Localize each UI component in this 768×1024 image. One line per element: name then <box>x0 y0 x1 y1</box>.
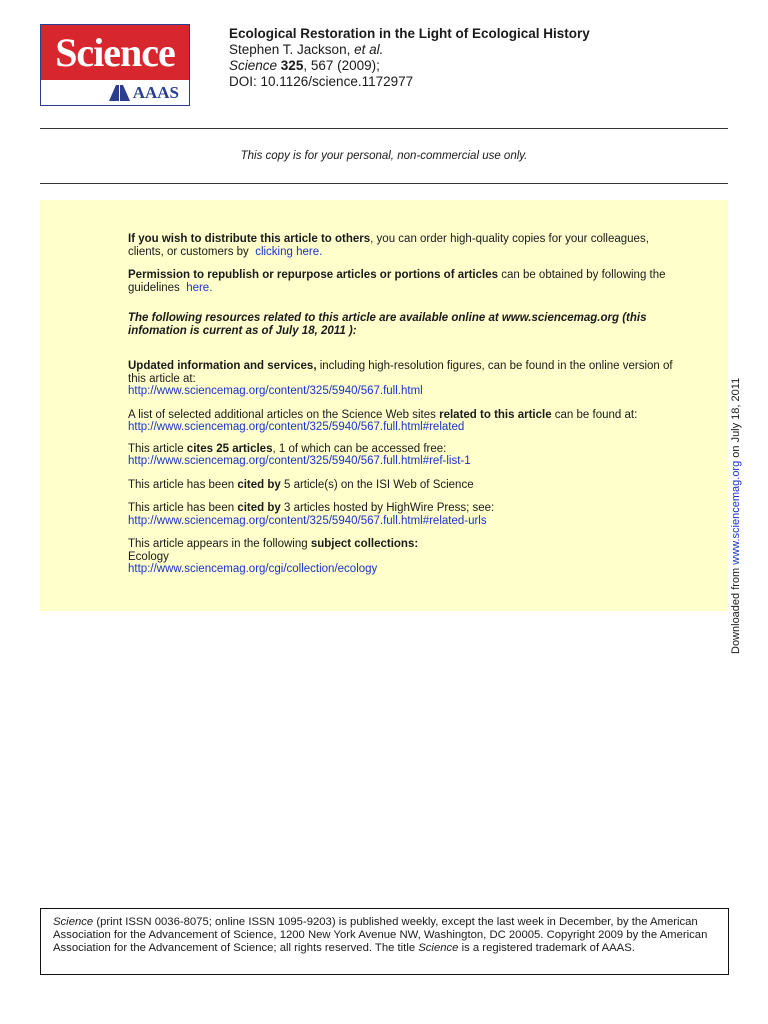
pages-year: , 567 (2009); <box>303 58 380 73</box>
related-urls-link[interactable]: http://www.sciencemag.org/content/325/5940/567.full.html#related-urls <box>128 514 487 527</box>
download-stamp <box>724 342 748 654</box>
related-block <box>128 409 673 434</box>
copyright-footer <box>40 908 729 975</box>
updated-text: including high-resolution figures, can be found in the online version of this article at: <box>128 360 673 385</box>
cited-isi-block <box>128 479 673 492</box>
cited-hw-text-1: This article has been <box>128 502 238 514</box>
cited-isi-text-2: 5 article(s) on the ISI Web of Science <box>280 478 474 491</box>
info-content <box>128 233 673 587</box>
aaas-emblem-icon <box>109 85 131 101</box>
article-doi: DOI: 10.1126/science.1172977 <box>229 74 414 89</box>
permission-block <box>128 269 673 294</box>
updated-heading: Updated information and services, <box>128 360 317 372</box>
cites-text-2: , 1 of which can be accessed free: <box>272 442 447 455</box>
cited-isi-text-1: This article has been <box>128 478 238 491</box>
personal-use-note: This copy is for your personal, non-commercial use only. <box>240 150 528 162</box>
related-text-2: can be found at: <box>551 408 638 421</box>
permission-text: can be obtained by following the guidelines <box>128 269 666 294</box>
aaas-mark <box>41 80 189 105</box>
sciencemag-link[interactable]: www.sciencemag.org <box>730 460 742 565</box>
related-heading: related to this article <box>439 408 552 421</box>
cited-hw-text-2: 3 articles hosted by HighWire Press; see: <box>280 502 495 514</box>
footer-text-2: is a registered trademark of AAAS. <box>458 942 635 954</box>
cited-hw-bold: cited by <box>237 502 281 514</box>
top-divider <box>40 128 728 129</box>
cites-count: cites 25 articles <box>186 442 273 455</box>
distribute-text: , you can order high-quality copies for your colleagues, clients, or customers by <box>128 233 649 258</box>
cites-text-1: This article <box>128 442 187 455</box>
resources-note: The following resources related to this article are available online at www.sciencemag.org (this infomation is current as of July 18, 2011 ): <box>128 312 647 337</box>
full-text-link[interactable]: http://www.sciencemag.org/content/325/5940/567.full.html <box>128 385 423 397</box>
download-prefix: Downloaded from <box>730 564 742 654</box>
footer-journal: Science <box>53 916 94 928</box>
article-authors <box>229 42 590 58</box>
download-stamp-text <box>724 378 748 654</box>
aaas-label: AAAS <box>132 82 179 102</box>
guidelines-here-link[interactable]: here. <box>186 281 213 294</box>
science-wordmark: Science <box>41 25 189 80</box>
cited-highwire-block <box>128 502 673 527</box>
citation-line <box>229 58 590 74</box>
article-header <box>229 26 590 90</box>
updated-info-block <box>128 360 673 398</box>
collections-heading: subject collections: <box>310 538 419 550</box>
distribute-heading: If you wish to distribute this article to others <box>128 233 371 245</box>
collections-block <box>128 538 673 576</box>
authors-etal: et al. <box>354 42 384 57</box>
related-text-1: A list of selected additional articles on the Science Web sites <box>128 408 440 421</box>
cited-isi-bold: cited by <box>237 478 281 491</box>
collection-topic: Ecology <box>128 550 169 563</box>
cites-block <box>128 443 673 468</box>
journal-name: Science <box>229 58 278 73</box>
clicking-here-link[interactable]: clicking here. <box>255 245 323 258</box>
article-title: Ecological Restoration in the Light of Ecological History <box>229 26 590 41</box>
ecology-collection-link[interactable]: http://www.sciencemag.org/cgi/collection/ecology <box>128 563 378 575</box>
science-aaas-logo <box>40 24 190 106</box>
download-suffix: on July 18, 2011 <box>730 377 742 461</box>
ref-list-link[interactable]: http://www.sciencemag.org/content/325/5940/567.full.html#ref-list-1 <box>128 455 471 467</box>
related-link[interactable]: http://www.sciencemag.org/content/325/5940/567.full.html#related <box>128 421 465 433</box>
distribute-block <box>128 233 673 258</box>
permission-heading: Permission to republish or repurpose articles or portions of articles <box>128 269 499 281</box>
journal-volume: 325 <box>280 58 304 73</box>
second-divider <box>40 183 728 184</box>
footer-text-1: (print ISSN 0036-8075; online ISSN 1095-9203) is published weekly, except the last week in December, by the American Association for the Advancement of Science, 1200 New York Avenue NW, Washington, DC 20005. Copyright 2009 by the American Association for the Advancement of Science; all rights reserved. The title <box>53 916 708 954</box>
authors-names: Stephen T. Jackson, <box>229 42 351 57</box>
collections-text-1: This article appears in the following <box>128 538 311 550</box>
footer-journal-2: Science <box>418 942 459 954</box>
